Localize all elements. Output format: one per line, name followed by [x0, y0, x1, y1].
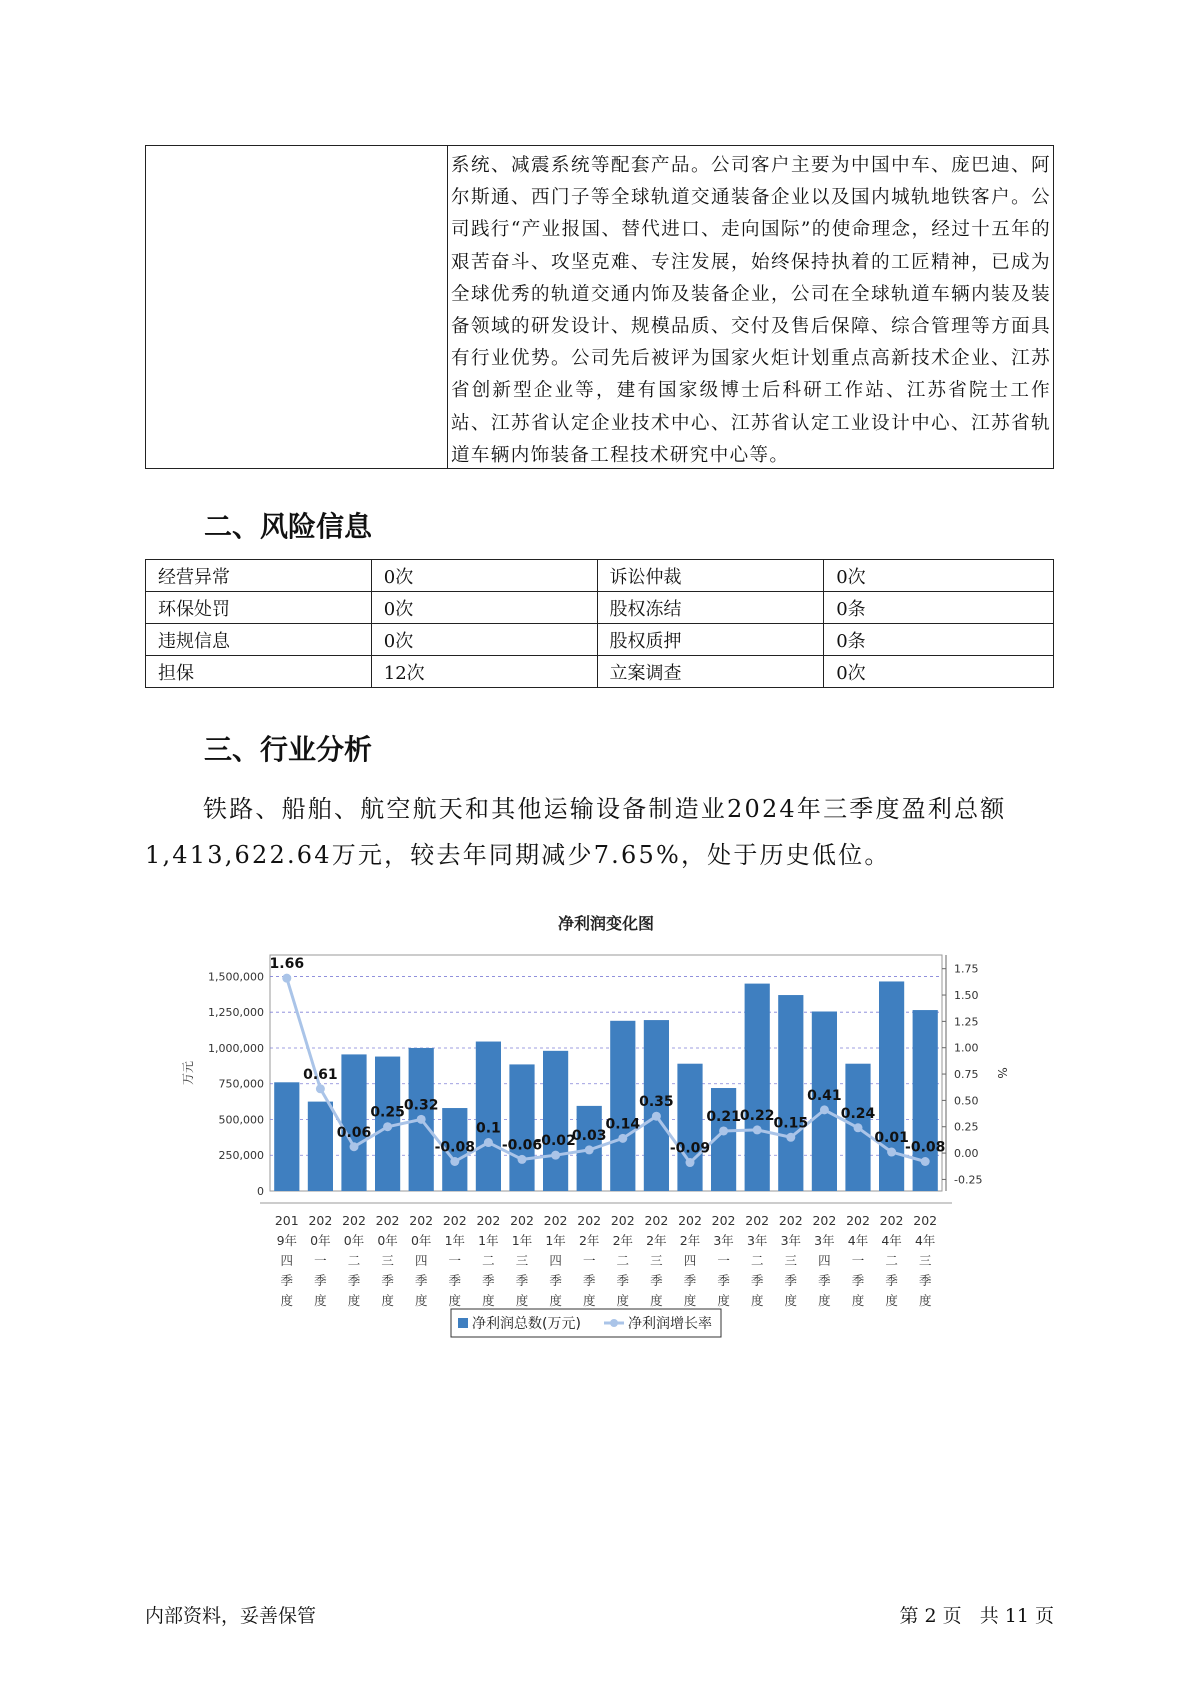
- risk-heading: 二、风险信息: [204, 510, 373, 543]
- x-tick-label: 三: [918, 1253, 932, 1268]
- x-tick-label: 202: [409, 1213, 434, 1228]
- x-tick-label: 度: [683, 1293, 697, 1308]
- x-tick-label: 度: [851, 1293, 865, 1308]
- x-tick-label: 度: [280, 1293, 294, 1308]
- x-tick-label: 度: [381, 1293, 394, 1308]
- industry-text-line2: 1,413,622.64万元，较去年同期减少7.65%，处于历史低位。: [145, 841, 891, 869]
- x-tick-label: 2年: [612, 1233, 634, 1248]
- growth-point: [450, 1157, 459, 1166]
- data-label: 0.25: [370, 1104, 405, 1121]
- x-tick-label: 度: [918, 1293, 932, 1308]
- data-label: -0.02: [535, 1133, 576, 1150]
- y2-tick-label: 0.25: [954, 1120, 979, 1134]
- y2-tick-label: 0.50: [954, 1094, 979, 1108]
- x-tick-label: 202: [913, 1213, 938, 1228]
- net-profit-chart-svg: [180, 905, 1040, 1355]
- x-tick-label: 度: [818, 1293, 831, 1308]
- x-tick-label: 202: [308, 1213, 333, 1228]
- y-tick-label: 1,000,000: [208, 1041, 264, 1055]
- x-tick-label: 201: [274, 1213, 299, 1228]
- growth-point: [484, 1138, 493, 1147]
- x-tick-label: 度: [515, 1293, 529, 1308]
- x-tick-label: 0年: [310, 1233, 331, 1248]
- risk-value: 12次: [371, 656, 597, 688]
- risk-value: 0条: [824, 624, 1054, 656]
- data-label: -0.08: [905, 1139, 946, 1156]
- x-tick-label: 季: [650, 1273, 663, 1288]
- risk-row: [146, 624, 1054, 656]
- x-tick-label: 1年: [478, 1233, 499, 1248]
- x-tick-label: 度: [448, 1293, 462, 1308]
- net-profit-chart: [180, 905, 1040, 1355]
- x-tick-label: 度: [885, 1293, 898, 1308]
- x-tick-label: 度: [482, 1293, 495, 1308]
- x-tick-label: 一: [717, 1253, 730, 1268]
- x-tick-label: 季: [918, 1273, 932, 1288]
- bar: [308, 1102, 333, 1191]
- x-tick-label: 季: [616, 1273, 630, 1288]
- x-tick-label: 季: [482, 1273, 495, 1288]
- x-tick-label: 度: [650, 1293, 663, 1308]
- x-tick-label: 202: [543, 1213, 568, 1228]
- risk-value: 0次: [824, 656, 1054, 688]
- data-label: 0.14: [605, 1116, 641, 1133]
- x-tick-label: 季: [314, 1273, 327, 1288]
- risk-row: [146, 656, 1054, 688]
- growth-point: [518, 1155, 527, 1164]
- x-tick-label: 度: [582, 1293, 596, 1308]
- x-tick-label: 四: [549, 1253, 562, 1268]
- risk-value: 0次: [824, 560, 1054, 592]
- x-tick-label: 季: [515, 1273, 529, 1288]
- industry-heading: 三、行业分析: [204, 733, 373, 766]
- risk-table: [145, 559, 1054, 688]
- growth-point: [282, 974, 291, 983]
- y-tick-label: 500,000: [218, 1113, 264, 1127]
- x-tick-label: 二: [482, 1253, 495, 1268]
- x-tick-label: 季: [414, 1273, 428, 1288]
- growth-point: [786, 1133, 795, 1142]
- growth-point: [921, 1157, 930, 1166]
- bar: [677, 1064, 702, 1191]
- x-tick-label: 1年: [545, 1233, 566, 1248]
- growth-point: [652, 1112, 661, 1121]
- growth-point: [854, 1123, 863, 1132]
- x-tick-label: 0年: [377, 1233, 398, 1248]
- x-tick-label: 2年: [646, 1233, 667, 1248]
- x-tick-label: 三: [515, 1253, 529, 1268]
- risk-value: 0条: [824, 592, 1054, 624]
- chart-title: 净利润变化图: [557, 914, 655, 933]
- x-tick-label: 4年: [914, 1233, 936, 1248]
- x-tick-label: 202: [610, 1213, 635, 1228]
- x-tick-label: 季: [582, 1273, 596, 1288]
- x-tick-label: 202: [812, 1213, 837, 1228]
- x-tick-label: 季: [347, 1273, 361, 1288]
- data-label: 0.41: [807, 1087, 842, 1104]
- bar: [745, 984, 770, 1191]
- x-tick-label: 度: [750, 1293, 764, 1308]
- x-tick-label: 2年: [679, 1233, 701, 1248]
- risk-label: 经营异常: [146, 560, 372, 592]
- legend-bar-label: 净利润总数(万元): [472, 1316, 581, 1332]
- bar: [543, 1051, 568, 1191]
- legend-bar-swatch: [458, 1318, 468, 1328]
- x-tick-label: 季: [280, 1273, 294, 1288]
- risk-label: 股权质押: [597, 624, 824, 656]
- x-tick-label: 季: [549, 1273, 562, 1288]
- x-tick-label: 9年: [276, 1233, 298, 1248]
- x-tick-label: 季: [851, 1273, 865, 1288]
- bar: [879, 981, 904, 1191]
- risk-row: [146, 592, 1054, 624]
- x-tick-label: 202: [577, 1213, 602, 1228]
- growth-point: [350, 1142, 359, 1151]
- growth-point: [551, 1151, 560, 1160]
- y-axis-label: 万元: [181, 1060, 195, 1086]
- bar: [509, 1064, 534, 1191]
- x-tick-label: 4年: [881, 1233, 902, 1248]
- x-tick-label: 202: [711, 1213, 736, 1228]
- y-tick-label: 250,000: [218, 1149, 264, 1163]
- x-tick-label: 1年: [444, 1233, 466, 1248]
- x-tick-label: 三: [381, 1253, 394, 1268]
- growth-point: [316, 1084, 325, 1093]
- x-tick-label: 一: [448, 1253, 462, 1268]
- y2-tick-label: 1.25: [954, 1015, 979, 1029]
- legend-line-marker: [610, 1319, 618, 1327]
- x-tick-label: 四: [683, 1253, 697, 1268]
- x-tick-label: 202: [442, 1213, 467, 1228]
- y2-tick-label: 1.75: [954, 962, 979, 976]
- company-intro-text: 系统、减震系统等配套产品。公司客户主要为中国中车、庞巴迪、阿尔斯通、西门子等全球轨道交通装备企业以及国内城轨地铁客户。公司践行“产业报国、替代进口、走向国际”的使命理念，经过十五年的艰苦奋斗、攻坚克难、专注发展，始终保持执着的工匠精神，已成为全球优秀的轨道交通内饰及装备企业，公司在全球轨道车辆内装及装备领域的研发设计、规模品质、交付及售后保障、综合管理等方面具有行业优势。公司先后被评为国家火炬计划重点高新技术企业、江苏省创新型企业等，建有国家级博士后科研工作站、江苏省院士工作站、江苏省认定企业技术中心、江苏省认定工业设计中心、江苏省轨道车辆内饰装备工程技术研究中心等。: [451, 155, 1051, 466]
- intro-table-divider: [447, 145, 448, 469]
- growth-point: [383, 1122, 392, 1131]
- risk-label: 诉讼仲裁: [597, 560, 824, 592]
- x-tick-label: 季: [750, 1273, 764, 1288]
- risk-label: 立案调查: [597, 656, 824, 688]
- bar: [610, 1021, 635, 1191]
- risk-value: 0次: [371, 624, 597, 656]
- x-tick-label: 二: [885, 1253, 898, 1268]
- y2-tick-label: 0.75: [954, 1068, 979, 1082]
- data-label: -0.08: [434, 1139, 475, 1156]
- data-label: 0.35: [639, 1094, 674, 1111]
- data-label: 0.21: [706, 1108, 741, 1125]
- x-tick-label: 度: [616, 1293, 630, 1308]
- x-tick-label: 季: [381, 1273, 394, 1288]
- x-tick-label: 3年: [814, 1233, 835, 1248]
- x-tick-label: 二: [616, 1253, 630, 1268]
- data-label: 0.24: [840, 1105, 876, 1122]
- x-tick-label: 202: [476, 1213, 501, 1228]
- data-label: 0.06: [336, 1124, 372, 1141]
- growth-point: [820, 1105, 829, 1114]
- x-tick-label: 季: [717, 1273, 730, 1288]
- data-label: -0.09: [669, 1140, 711, 1157]
- x-tick-label: 4年: [847, 1233, 869, 1248]
- growth-point: [719, 1126, 728, 1135]
- y2-tick-label: 1.00: [954, 1041, 979, 1055]
- risk-row: [146, 560, 1054, 592]
- risk-value: 0次: [371, 560, 597, 592]
- x-tick-label: 四: [818, 1253, 831, 1268]
- growth-point: [585, 1145, 594, 1154]
- y-tick-label: 0: [257, 1185, 264, 1198]
- x-tick-label: 202: [644, 1213, 669, 1228]
- x-tick-label: 度: [414, 1293, 428, 1308]
- risk-label: 违规信息: [146, 624, 372, 656]
- x-tick-label: 三: [650, 1253, 663, 1268]
- x-tick-label: 202: [846, 1213, 870, 1228]
- y2-tick-label: -0.25: [954, 1173, 983, 1187]
- page-number: 第 2 页 共 11 页: [899, 1605, 1054, 1627]
- risk-label: 担保: [146, 656, 372, 688]
- x-tick-label: 四: [414, 1253, 428, 1268]
- growth-point: [417, 1115, 426, 1124]
- data-label: 0.15: [773, 1115, 809, 1132]
- x-tick-label: 二: [750, 1253, 764, 1268]
- x-tick-label: 一: [314, 1253, 327, 1268]
- x-tick-label: 2年: [578, 1233, 600, 1248]
- x-tick-label: 季: [818, 1273, 831, 1288]
- data-label: 0.61: [303, 1066, 338, 1083]
- data-label: 0.22: [739, 1107, 775, 1124]
- data-label: 1.66: [269, 956, 305, 973]
- x-tick-label: 度: [717, 1293, 730, 1308]
- footer-note: 内部资料，妥善保管: [145, 1605, 317, 1627]
- x-tick-label: 一: [851, 1253, 865, 1268]
- x-tick-label: 1年: [511, 1233, 533, 1248]
- legend-line-label: 净利润增长率: [628, 1316, 712, 1332]
- x-tick-label: 季: [683, 1273, 697, 1288]
- data-label: 0.1: [475, 1120, 501, 1137]
- growth-point: [618, 1134, 627, 1143]
- industry-text-line1: 铁路、船舶、航空航天和其他运输设备制造业2024年三季度盈利总额: [203, 795, 1007, 823]
- x-tick-label: 度: [347, 1293, 361, 1308]
- x-tick-label: 3年: [780, 1233, 802, 1248]
- x-tick-label: 3年: [746, 1233, 768, 1248]
- x-tick-label: 一: [582, 1253, 596, 1268]
- x-tick-label: 四: [280, 1253, 294, 1268]
- y2-tick-label: 0.00: [954, 1147, 979, 1161]
- data-label: 0.01: [874, 1130, 909, 1147]
- y-tick-label: 1,250,000: [208, 1006, 264, 1020]
- x-tick-label: 3年: [713, 1233, 734, 1248]
- x-tick-label: 202: [745, 1213, 770, 1228]
- bar: [341, 1054, 366, 1191]
- x-tick-label: 202: [510, 1213, 534, 1228]
- y-tick-label: 1,500,000: [208, 970, 264, 984]
- x-tick-label: 季: [448, 1273, 462, 1288]
- bar: [778, 995, 803, 1191]
- growth-point: [686, 1158, 695, 1167]
- risk-label: 股权冻结: [597, 592, 824, 624]
- x-tick-label: 三: [784, 1253, 798, 1268]
- y2-tick-label: 1.50: [954, 989, 979, 1003]
- x-tick-label: 度: [314, 1293, 327, 1308]
- bar: [274, 1082, 299, 1191]
- x-tick-label: 度: [549, 1293, 562, 1308]
- x-tick-label: 二: [347, 1253, 361, 1268]
- data-label: 0.03: [571, 1127, 607, 1144]
- x-tick-label: 季: [885, 1273, 898, 1288]
- growth-point: [887, 1148, 896, 1157]
- x-tick-label: 0年: [410, 1233, 432, 1248]
- risk-value: 0次: [371, 592, 597, 624]
- risk-label: 环保处罚: [146, 592, 372, 624]
- data-label: 0.32: [403, 1097, 439, 1114]
- x-tick-label: 季: [784, 1273, 798, 1288]
- x-tick-label: 202: [375, 1213, 400, 1228]
- y-tick-label: 750,000: [218, 1077, 264, 1091]
- y2-axis-label: %: [995, 1067, 1009, 1079]
- x-tick-label: 202: [778, 1213, 803, 1228]
- x-tick-label: 202: [342, 1213, 366, 1228]
- x-tick-label: 0年: [343, 1233, 365, 1248]
- x-tick-label: 202: [879, 1213, 904, 1228]
- data-label: -0.06: [501, 1137, 543, 1154]
- growth-point: [753, 1125, 762, 1134]
- x-tick-label: 度: [784, 1293, 798, 1308]
- x-tick-label: 202: [678, 1213, 702, 1228]
- bar: [476, 1042, 501, 1191]
